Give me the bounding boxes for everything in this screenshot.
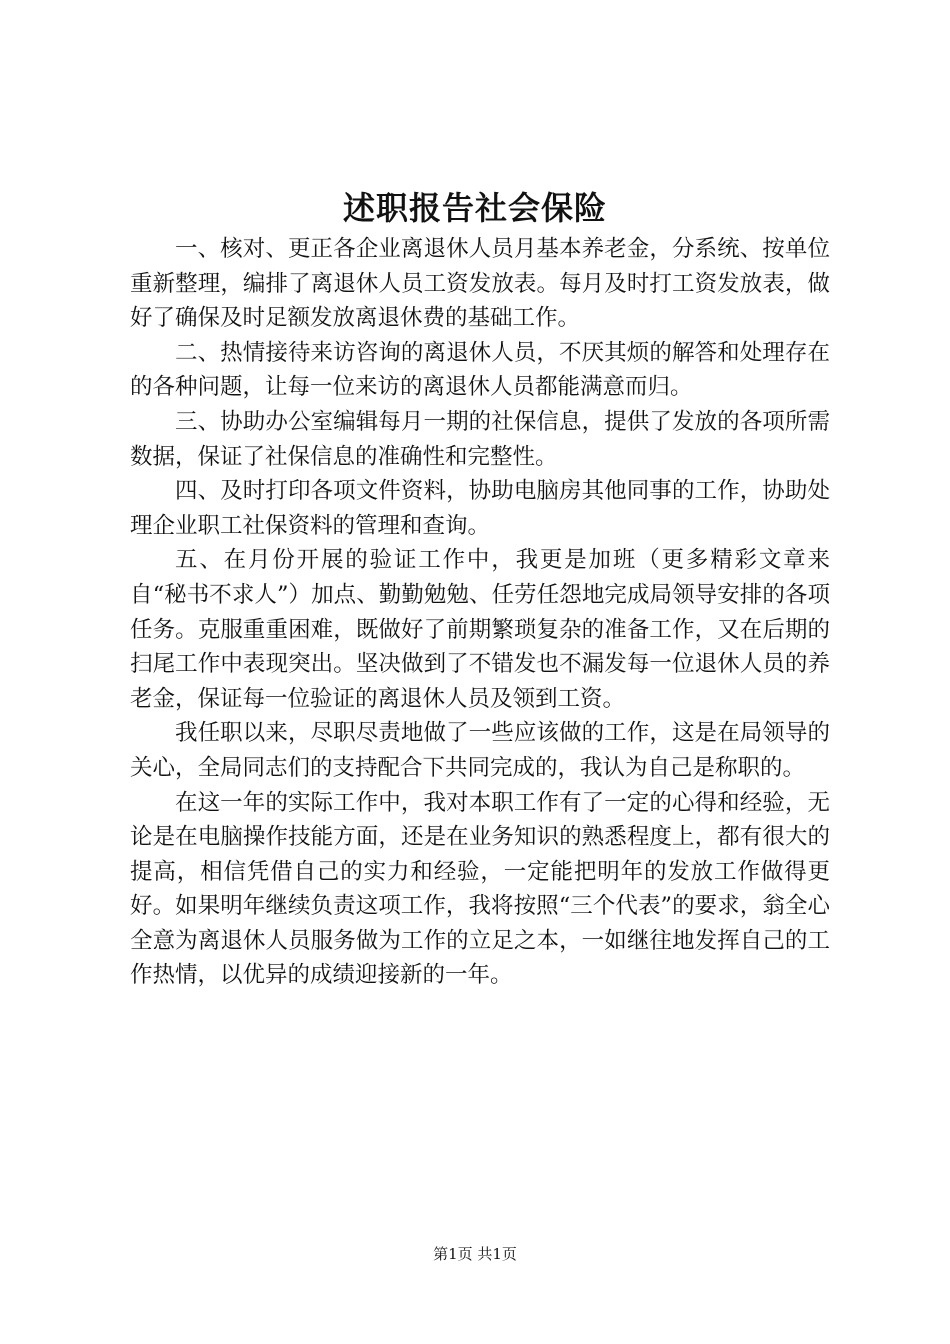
paragraph-5: 五、在月份开展的验证工作中，我更是加班（更多精彩文章来自“秘书不求人”）加点、勤勤勉勉、任劳任怨地完成局领导安排的各项任务。克服重重困难，既做好了前期繁琐复杂的准备工作，又在后期的扫尾工作中表现突出。坚决做到了不错发也不漏发每一位退休人员的养老金，保证每一位验证的离退休人员及领到工资。 (130, 547, 830, 712)
page-footer: 第1页 共1页 (433, 1245, 517, 1263)
document-title: 述职报告社会保险 (342, 189, 607, 227)
paragraph-4: 四、及时打印各项文件资料，协助电脑房其他同事的工作，协助处理企业职工社保资料的管理和查询。 (130, 478, 830, 539)
paragraph-1: 一、核对、更正各企业离退休人员月基本养老金，分系统、按单位重新整理，编排了离退休人员工资发放表。每月及时打工资发放表，做好了确保及时足额发放离退休费的基础工作。 (130, 236, 830, 332)
document-body (130, 232, 830, 993)
paragraph-2: 二、热情接待来访咨询的离退休人员，不厌其烦的解答和处理存在的各种问题，让每一位来访的离退休人员都能满意而归。 (130, 339, 830, 401)
paragraph-7: 在这一年的实际工作中，我对本职工作有了一定的心得和经验，无论是在电脑操作技能方面，还是在业务知识的熟悉程度上，都有很大的提高，相信凭借自己的实力和经验，一定能把明年的发放工作做得更好。如果明年继续负责这项工作，我将按照“三个代表”的要求，翁全心全意为离退休人员服务做为工作的立足之本，一如继往地发挥自己的工作热情，以优异的成绩迎接新的一年。 (130, 789, 830, 989)
paragraph-3: 三、协助办公室编辑每月一期的社保信息，提供了发放的各项所需数据，保证了社保信息的准确性和完整性。 (130, 408, 830, 470)
paragraph-6: 我任职以来，尽职尽责地做了一些应该做的工作，这是在局领导的关心，全局同志们的支持配合下共同完成的，我认为自己是称职的。 (130, 720, 830, 781)
